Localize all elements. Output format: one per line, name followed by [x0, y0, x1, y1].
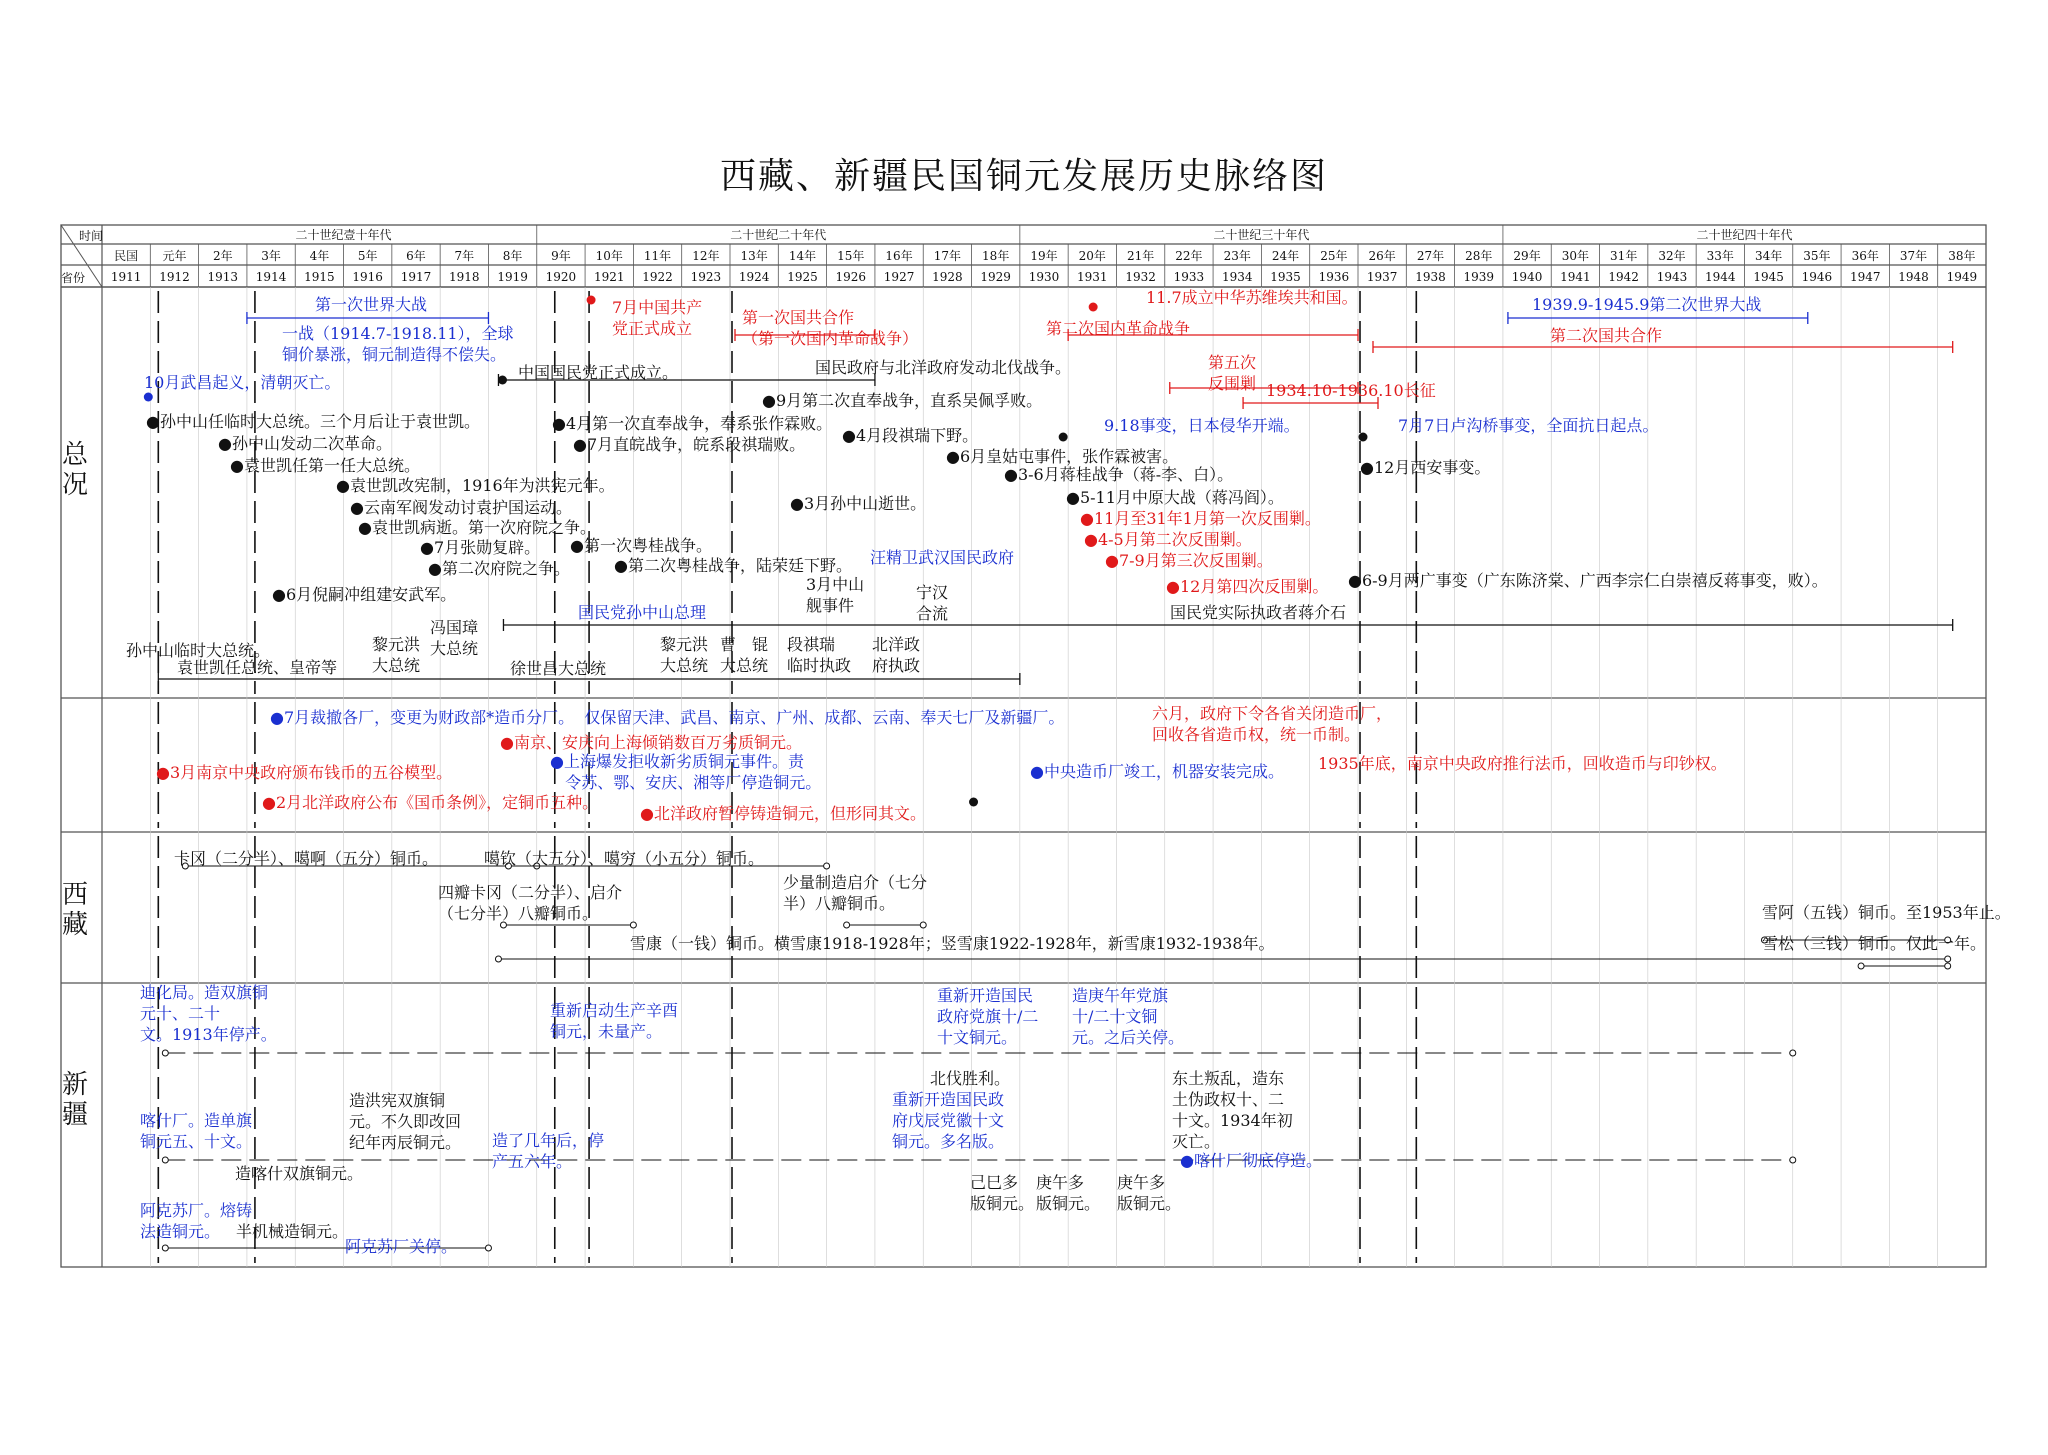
year-label: 5年: [357, 249, 378, 263]
event-label-e9: ●云南军阀发动讨袁护国运动。: [350, 498, 572, 517]
year-label: 17年: [933, 249, 962, 263]
event-label-j10: 造了几年后，停 产五六年。: [492, 1131, 605, 1171]
coin-period-node: [1945, 956, 1951, 962]
ad-year-label: 1928: [932, 270, 963, 284]
kmt-founding-dot: [498, 376, 507, 385]
event-label-e48: 袁世凯任总统、皇帝等: [177, 658, 338, 677]
year-label: 29年: [1513, 249, 1541, 263]
event-label-e41: 国民党实际执政者蒋介石: [1170, 603, 1347, 622]
year-label: 22年: [1175, 249, 1203, 263]
coin-event-dot: [969, 798, 978, 807]
ad-year-label: 1923: [690, 270, 722, 284]
ad-year-label: 1935: [1270, 270, 1301, 284]
ad-year-label: 1949: [1946, 270, 1978, 284]
event-label-j8: 喀什厂。造单旗 铜元五、十文。: [140, 1111, 253, 1151]
year-label: 15年: [837, 249, 865, 263]
event-label-e33: 9.18事变，日本侵华开端。: [1104, 416, 1300, 435]
ad-year-label: 1914: [255, 270, 287, 284]
event-label-e15: 7月中国共产 党正式成立: [612, 298, 703, 338]
event-label-e51: 徐世昌大总统: [510, 659, 607, 678]
event-label-e23: ●第一次粤桂战争。: [570, 536, 712, 555]
section-label-xizang: 西藏: [61, 880, 88, 940]
ad-year-label: 1941: [1560, 270, 1591, 284]
event-label-e34: ●6月皇姑屯事件，张作霖被害。: [946, 447, 1179, 466]
event-label-e38: ●4-5月第二次反围剿。: [1084, 530, 1252, 549]
ad-year-label: 1943: [1656, 270, 1688, 284]
event-label-e12: ●第二次府院之争。: [428, 559, 570, 578]
event-label-e42: 1939.9-1945.9第二次世界大战: [1532, 295, 1762, 314]
event-label-x3: 四瓣卡冈（二分半）、启介 （七分半）八瓣铜币。: [438, 883, 623, 923]
ad-year-label: 1918: [449, 270, 480, 284]
coin-period-node: [162, 1245, 168, 1251]
event-label-e24: ●第二次粤桂战争，陆荣廷下野。: [614, 556, 852, 575]
event-label-x2: 噶钦（大五分）、噶穷（小五分）铜币。: [484, 849, 765, 868]
year-label: 38年: [1948, 249, 1976, 263]
event-label-e55: 北洋政 府执政: [872, 635, 921, 675]
year-label: 11年: [643, 249, 672, 263]
ad-year-label: 1919: [497, 270, 528, 284]
ad-year-label: 1926: [835, 270, 867, 284]
ad-year-label: 1911: [110, 270, 142, 284]
ad-year-label: 1927: [883, 270, 915, 284]
event-label-j1: 迪化局。造双旗铜 元十、二十 文。1913年停产。: [140, 983, 277, 1044]
decade-label: 二十世纪四十年代: [1696, 228, 1793, 242]
year-label: 13年: [740, 249, 768, 263]
year-label: 32年: [1658, 249, 1686, 263]
event-label-j3: 重新开造国民 政府党旗十/二 十文铜元。: [937, 986, 1039, 1047]
coin-period-node: [630, 922, 636, 928]
year-label: 10年: [595, 249, 623, 263]
wuchang-dot: [144, 393, 153, 402]
corner-region-label: 省份: [60, 271, 86, 285]
event-label-e10: ●袁世凯病逝。第一次府院之争。: [358, 518, 596, 537]
event-label-e43: 第二次国共合作: [1550, 326, 1663, 345]
ad-year-label: 1930: [1028, 270, 1060, 284]
year-label: 24年: [1271, 249, 1300, 263]
year-label: 16年: [885, 249, 913, 263]
event-label-e27: 宁汉 合流: [916, 583, 949, 623]
event-label-e6: ●孙中山发动二次革命。: [218, 434, 392, 453]
corner-time-label: 时间: [78, 229, 104, 243]
year-label: 6年: [406, 249, 426, 263]
year-label: 4年: [309, 249, 330, 263]
ad-year-label: 1925: [787, 270, 818, 284]
event-label-e5: ●孙中山任临时大总统。三个月后让于袁世凯。: [146, 412, 480, 431]
ad-year-label: 1942: [1608, 270, 1639, 284]
event-label-j2: 重新启动生产辛酉 铜元，未量产。: [550, 1001, 679, 1041]
event-label-e21: ●4月段祺瑞下野。: [842, 426, 979, 445]
year-label: 30年: [1561, 249, 1590, 263]
coin-period-node: [1790, 1157, 1796, 1163]
ad-year-label: 1939: [1463, 270, 1495, 284]
ad-year-label: 1933: [1173, 270, 1205, 284]
event-label-j4: 造庚午年党旗 十/二十文铜 元。之后关停。: [1072, 986, 1185, 1047]
event-label-e40: ●12月第四次反围剿。: [1166, 577, 1329, 596]
year-label: 33年: [1706, 249, 1734, 263]
event-label-x5: 雪康（一钱）铜币。横雪康1918-1928年；竖雪康1922-1928年，新雪康1932-1938年。: [630, 934, 1275, 953]
event-label-e28: 国民党孙中山总理: [578, 603, 707, 622]
marco-polo-dot: [1359, 433, 1368, 442]
year-label: 8年: [502, 249, 523, 263]
event-label-j15: 庚午多 版铜元。: [1117, 1173, 1182, 1213]
year-label: 27年: [1416, 249, 1445, 263]
event-label-e45: ●12月西安事变。: [1360, 458, 1491, 477]
year-label: 元年: [162, 249, 187, 263]
ad-year-label: 1938: [1415, 270, 1446, 284]
event-label-e19: ●4月第一次直奉战争，奉系张作霖败。: [552, 414, 833, 433]
coin-period-node: [495, 956, 501, 962]
event-label-e62: 六月，政府下令各省关闭造币厂， 回收各省造币权，统一币制。: [1152, 704, 1393, 744]
page-title: 西藏、新疆民国铜元发展历史脉络图: [719, 156, 1328, 197]
year-label: 18年: [982, 249, 1010, 263]
year-label: 14年: [788, 249, 817, 263]
year-label: 31年: [1610, 249, 1638, 263]
section-label-xinjiang: 新疆: [61, 1070, 88, 1130]
event-label-e47: 孙中山临时大总统。: [126, 641, 271, 660]
event-label-e59: ●3月南京中央政府颁布钱币的五谷模型。: [156, 763, 453, 782]
event-label-x1: 卡冈（二分半）、噶啊（五分）铜币。: [174, 849, 439, 868]
event-label-e49: 黎元洪 大总统: [372, 635, 421, 675]
ad-year-label: 1945: [1753, 270, 1784, 284]
coin-period-node: [162, 1050, 168, 1056]
event-label-e3: 铜价暴涨，铜元制造得不偿失。: [282, 345, 507, 364]
ad-year-label: 1921: [593, 270, 625, 284]
year-label: 23年: [1223, 249, 1251, 263]
event-label-e46: ●6-9月两广事变（广东陈济棠、广西李宗仁白崇禧反蒋事变，败）。: [1348, 571, 1828, 590]
event-label-j9: 造洪宪双旗铜 元。不久即改回 纪年丙辰铜元。: [349, 1091, 462, 1152]
ad-year-label: 1931: [1077, 270, 1108, 284]
year-label: 37年: [1899, 249, 1928, 263]
year-label: 7年: [454, 249, 475, 263]
year-label: 9年: [551, 249, 571, 263]
coin-period-node: [920, 922, 926, 928]
event-label-e8: ●袁世凯改宪制，1916年为洪宪元年。: [336, 476, 615, 495]
ad-year-label: 1913: [207, 270, 239, 284]
ad-year-label: 1937: [1366, 270, 1398, 284]
ad-year-label: 1912: [159, 270, 190, 284]
coin-period-node: [1858, 963, 1864, 969]
event-label-e52: 黎元洪 大总统: [660, 635, 709, 675]
event-label-j13: 己巳多 版铜元。: [970, 1173, 1035, 1213]
event-label-j14: 庚午多 版铜元。: [1036, 1173, 1101, 1213]
ad-year-label: 1932: [1125, 270, 1156, 284]
event-label-e32: 1934.10-1936.10长征: [1266, 381, 1436, 400]
event-label-j18: 阿克苏厂关停。: [345, 1237, 458, 1256]
event-label-e36: ●5-11月中原大战（蒋冯阎）。: [1066, 488, 1284, 507]
event-label-x7: 雪松（三钱）铜币。仅此一年。: [1762, 934, 1987, 953]
coin-period-node: [1790, 1050, 1796, 1056]
coin-period-node: [485, 1245, 491, 1251]
event-label-e26: 3月中山 舰事件: [806, 575, 865, 615]
ad-year-label: 1946: [1801, 270, 1833, 284]
ad-year-label: 1936: [1318, 270, 1350, 284]
coin-period-node: [824, 863, 830, 869]
event-label-j6: 重新开造国民政 府戊辰党徽十文 铜元。多名版。: [892, 1090, 1005, 1151]
event-label-j16: 阿克苏厂。熔铸 法造铜元。: [140, 1201, 253, 1241]
event-label-e11: ●7月张勋复辟。: [420, 538, 541, 557]
section-label-zongkuang: 总况: [61, 440, 88, 500]
year-label: 34年: [1754, 249, 1783, 263]
decade-label: 二十世纪壹十年代: [295, 228, 392, 242]
year-label: 民国: [114, 249, 139, 263]
event-label-e37: ●11月至31年1月第一次反围剿。: [1080, 509, 1321, 528]
event-label-e50: 冯国璋 大总统: [430, 618, 479, 658]
event-label-e44: 7月7日卢沟桥事变，全面抗日起点。: [1398, 416, 1659, 435]
ad-year-label: 1948: [1898, 270, 1929, 284]
event-label-e56: ●7月裁撤各厂，变更为财政部*造币分厂。 仅保留天津、武昌、南京、广州、成都、云南、奉天七厂及新疆厂。: [270, 708, 1065, 727]
ad-year-label: 1929: [980, 270, 1011, 284]
event-label-e25: 汪精卫武汉国民政府: [870, 548, 1015, 567]
event-label-e2: 一战（1914.7-1918.11），全球: [282, 324, 514, 343]
sept18-dot: [1059, 433, 1068, 442]
decade-label: 二十世纪三十年代: [1213, 228, 1310, 242]
event-label-x6: 雪阿（五钱）铜币。至1953年止。: [1762, 903, 2011, 922]
event-label-e4: 10月武昌起义，清朝灭亡。: [144, 373, 341, 392]
ad-year-label: 1944: [1705, 270, 1736, 284]
event-label-e7: ●袁世凯任第一任大总统。: [230, 456, 420, 475]
event-label-e39: ●7-9月第三次反围剿。: [1105, 551, 1273, 570]
event-label-e17: 国民政府与北洋政府发动北伐战争。: [815, 358, 1072, 377]
year-label: 19年: [1030, 249, 1058, 263]
year-label: 2年: [212, 249, 233, 263]
ccp-founding-dot: [587, 296, 596, 305]
year-label: 26年: [1368, 249, 1396, 263]
event-label-j12: ●喀什厂彻底停造。: [1180, 1151, 1322, 1170]
event-label-e1: 第一次世界大战: [315, 295, 428, 314]
event-label-e13: ●6月倪嗣冲组建安武军。: [272, 585, 457, 604]
ad-year-label: 1920: [545, 270, 577, 284]
soviet-republic-dot: [1089, 303, 1098, 312]
event-label-e20: ●7月直皖战争，皖系段祺瑞败。: [573, 435, 806, 454]
event-label-x4: 少量制造启介（七分 半）八瓣铜币。: [783, 873, 928, 913]
coin-period-node: [162, 1157, 168, 1163]
event-label-j5: 北伐胜利。: [930, 1069, 1011, 1088]
event-label-e31: 第五次 反围剿: [1208, 353, 1257, 393]
ad-year-label: 1916: [352, 270, 383, 284]
ad-year-label: 1924: [738, 270, 770, 284]
year-label: 36年: [1851, 249, 1879, 263]
year-label: 12年: [692, 249, 720, 263]
event-label-e16: 第一次国共合作 （第一次国内革命战争）: [742, 308, 919, 348]
ad-year-label: 1922: [642, 270, 673, 284]
event-label-e60: ●2月北洋政府公布《国币条例》，定铜币五种。: [262, 793, 599, 812]
coin-period-node: [1945, 963, 1951, 969]
event-label-e22: ●3月孙中山逝世。: [790, 494, 927, 513]
ad-year-label: 1934: [1221, 270, 1253, 284]
year-label: 35年: [1803, 249, 1831, 263]
coin-period-node: [844, 922, 850, 928]
event-label-e63: ●中央造币厂竣工，机器安装完成。: [1030, 762, 1284, 781]
ad-year-label: 1917: [400, 270, 432, 284]
year-label: 25年: [1320, 249, 1348, 263]
ad-year-label: 1940: [1511, 270, 1543, 284]
event-label-e64: 1935年底，南京中央政府推行法币，回收造币与印钞权。: [1318, 754, 1727, 773]
year-label: 21年: [1126, 249, 1155, 263]
event-label-j7: 东土叛乱，造东 土伪政权十、二 十文。1934年初 灭亡。: [1172, 1069, 1293, 1151]
event-label-e61: ●北洋政府暂停铸造铜元，但形同其文。: [640, 804, 926, 823]
event-label-e54: 段祺瑞 临时执政: [787, 635, 852, 675]
event-label-e14: 中国国民党正式成立。: [518, 363, 679, 382]
decade-label: 二十世纪二十年代: [730, 228, 827, 242]
ad-year-label: 1915: [304, 270, 335, 284]
ad-year-label: 1947: [1849, 270, 1881, 284]
year-label: 28年: [1465, 249, 1493, 263]
event-label-e57: ●南京、安庆向上海倾销数百万劣质铜元。: [500, 733, 802, 752]
event-label-e58: ●上海爆发拒收新劣质铜元事件。责 令苏、鄂、安庆、湘等厂停造铜元。: [550, 752, 822, 792]
event-label-j11: 造喀什双旗铜元。: [235, 1164, 364, 1183]
event-label-e18: ●9月第二次直奉战争，直系吴佩孚败。: [762, 391, 1043, 410]
event-label-e30: 第二次国内革命战争: [1046, 319, 1191, 338]
event-label-e35: ●3-6月蒋桂战争（蒋-李、白）。: [1004, 465, 1234, 484]
event-label-j17: 半机械造铜元。: [236, 1222, 349, 1241]
year-label: 3年: [261, 249, 281, 263]
event-label-e29: 11.7成立中华苏维埃共和国。: [1146, 288, 1358, 307]
year-label: 20年: [1078, 249, 1106, 263]
event-label-e53: 曹 锟 大总统: [720, 635, 769, 675]
